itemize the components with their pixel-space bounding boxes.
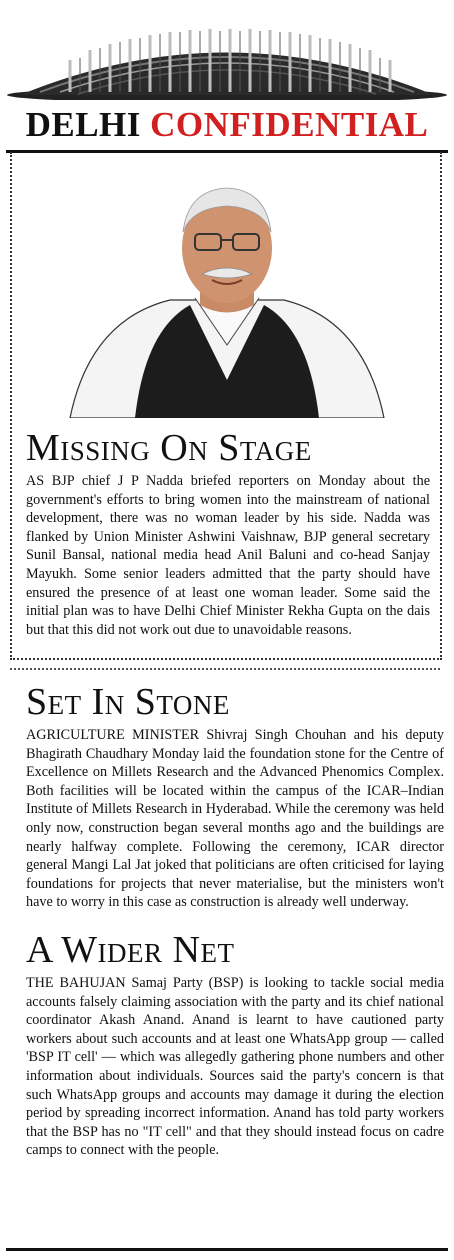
masthead-word-delhi: DELHI	[25, 105, 141, 144]
story-body: AGRICULTURE MINISTER Shivraj Singh Chouhan and his deputy Bhagirath Chaudhary Monday laid the foundation stone for the Centre of Excellence on Millets Research and the Advanced Phenomics Complex. Both facilities will be located within the campus of the ICAR–Indian Institute of Millets Research in Hyderabad. While the ceremony was held only now, construction began several months ago and the buildings are nearly halfway complete. Following the ceremony, ICAR director general Mangi Lal Jat joked that politicians are often criticised for laying foundations for projects that never materialise, but the ministers won't have to worry in this case as construction is already well underway.	[26, 727, 444, 911]
masthead-word-confidential: CONFIDENTIAL	[150, 105, 429, 144]
story-body: AS BJP chief J P Nadda briefed reporters on Monday about the government's efforts to bring women into the mainstream of national development, there was no woman leader by his side. Nadda was flanked by Union Minister Ashwini Vaishnaw, BJP general secretary Sunil Bansal, national media head Anil Baluni and co-head Sanjay Mayukh. Some senior leaders admitted that the party should have ensured the presence of at least one woman leader. Some said the initial plan was to have Delhi Chief Minister Rekha Gupta on the dais but that this did not work out due to unavoidable reasons.	[26, 473, 430, 638]
story-headline: A Wider Net	[26, 929, 235, 971]
story-body: THE BAHUJAN Samaj Party (BSP) is looking to tackle social media accounts falsely claiming association with the party and its chief national coordinator Akash Anand. Anand is learnt to have cautioned party workers about such accounts and at least one WhatsApp group — called 'BSP IT cell' — which was allegedly gathering phone numbers and other information about individuals. Sources said the party's concern is that such WhatsApp groups and accounts may damage it during the election period by spreading incorrect information. Anand has told party workers that the BSP has no "IT cell" and that they should instead focus on cadre camps to connect with the people.	[26, 975, 444, 1159]
parliament-banner	[0, 0, 454, 100]
story-headline: Missing On Stage	[26, 427, 312, 469]
parliament-illustration	[0, 0, 454, 100]
portrait-illustration	[50, 170, 404, 418]
story-a-wider-net	[26, 930, 444, 1160]
man-portrait-image	[50, 170, 404, 418]
story-missing-on-stage	[26, 428, 430, 639]
bottom-rule	[6, 1248, 448, 1251]
story-headline: Set In Stone	[26, 681, 230, 723]
masthead-title	[0, 100, 454, 150]
story-set-in-stone	[26, 682, 444, 912]
section-divider	[10, 668, 440, 670]
